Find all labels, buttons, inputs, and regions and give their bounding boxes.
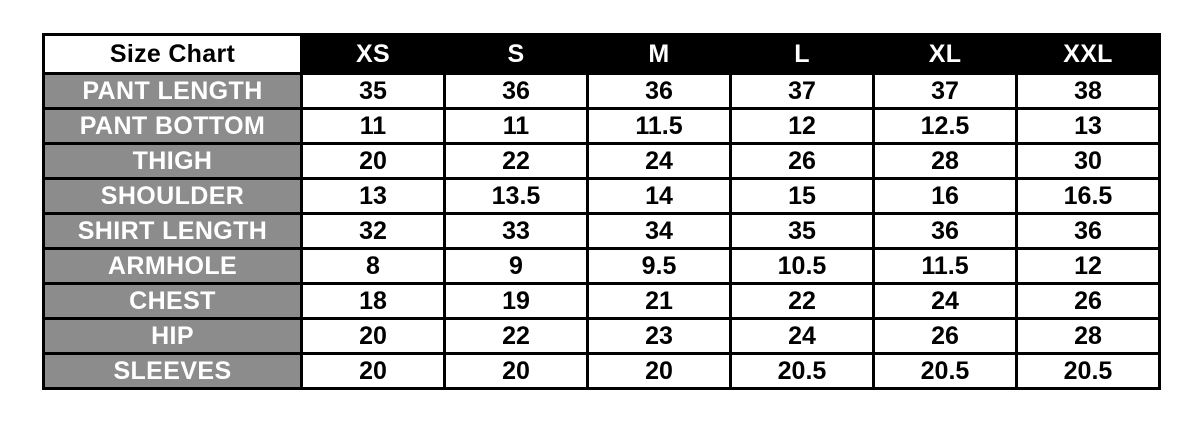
row-label: THIGH [44, 144, 302, 179]
cell-value: 36 [445, 74, 588, 109]
cell-value: 8 [302, 249, 445, 284]
cell-value: 22 [445, 319, 588, 354]
table-row [44, 74, 1160, 109]
cell-value: 24 [731, 319, 874, 354]
cell-value: 20 [302, 144, 445, 179]
column-header-xxl: XXL [1017, 35, 1160, 74]
cell-value: 26 [1017, 284, 1160, 319]
cell-value: 15 [731, 179, 874, 214]
cell-value: 26 [731, 144, 874, 179]
cell-value: 10.5 [731, 249, 874, 284]
cell-value: 26 [874, 319, 1017, 354]
row-label: PANT LENGTH [44, 74, 302, 109]
cell-value: 22 [731, 284, 874, 319]
column-header-xs: XS [302, 35, 445, 74]
cell-value: 37 [874, 74, 1017, 109]
table-row [44, 249, 1160, 284]
cell-value: 38 [1017, 74, 1160, 109]
column-header-xl: XL [874, 35, 1017, 74]
cell-value: 18 [302, 284, 445, 319]
table-row [44, 284, 1160, 319]
cell-value: 35 [302, 74, 445, 109]
table-row [44, 144, 1160, 179]
table-row [44, 354, 1160, 389]
table-header [44, 35, 1160, 74]
cell-value: 35 [731, 214, 874, 249]
size-chart-table [42, 33, 1161, 390]
cell-value: 32 [302, 214, 445, 249]
cell-value: 24 [874, 284, 1017, 319]
cell-value: 11.5 [588, 109, 731, 144]
cell-value: 36 [874, 214, 1017, 249]
cell-value: 9.5 [588, 249, 731, 284]
cell-value: 36 [588, 74, 731, 109]
cell-value: 28 [1017, 319, 1160, 354]
cell-value: 34 [588, 214, 731, 249]
table-body [44, 74, 1160, 389]
cell-value: 20 [445, 354, 588, 389]
table-row [44, 214, 1160, 249]
cell-value: 20 [302, 354, 445, 389]
cell-value: 12 [731, 109, 874, 144]
cell-value: 16.5 [1017, 179, 1160, 214]
cell-value: 20 [302, 319, 445, 354]
cell-value: 20.5 [1017, 354, 1160, 389]
cell-value: 16 [874, 179, 1017, 214]
cell-value: 14 [588, 179, 731, 214]
cell-value: 20 [588, 354, 731, 389]
row-label: SLEEVES [44, 354, 302, 389]
cell-value: 24 [588, 144, 731, 179]
row-label: SHOULDER [44, 179, 302, 214]
chart-title: Size Chart [44, 35, 302, 74]
table-row [44, 319, 1160, 354]
cell-value: 33 [445, 214, 588, 249]
cell-value: 12 [1017, 249, 1160, 284]
cell-value: 28 [874, 144, 1017, 179]
table-row [44, 179, 1160, 214]
cell-value: 20.5 [874, 354, 1017, 389]
cell-value: 12.5 [874, 109, 1017, 144]
column-header-s: S [445, 35, 588, 74]
cell-value: 23 [588, 319, 731, 354]
cell-value: 13 [1017, 109, 1160, 144]
cell-value: 37 [731, 74, 874, 109]
cell-value: 9 [445, 249, 588, 284]
row-label: PANT BOTTOM [44, 109, 302, 144]
cell-value: 30 [1017, 144, 1160, 179]
row-label: ARMHOLE [44, 249, 302, 284]
row-label: HIP [44, 319, 302, 354]
cell-value: 11 [445, 109, 588, 144]
column-header-l: L [731, 35, 874, 74]
cell-value: 20.5 [731, 354, 874, 389]
cell-value: 11 [302, 109, 445, 144]
cell-value: 19 [445, 284, 588, 319]
cell-value: 36 [1017, 214, 1160, 249]
row-label: SHIRT LENGTH [44, 214, 302, 249]
column-header-m: M [588, 35, 731, 74]
cell-value: 13.5 [445, 179, 588, 214]
table-row [44, 109, 1160, 144]
cell-value: 13 [302, 179, 445, 214]
row-label: CHEST [44, 284, 302, 319]
cell-value: 21 [588, 284, 731, 319]
size-chart-container [42, 33, 1158, 388]
cell-value: 22 [445, 144, 588, 179]
cell-value: 11.5 [874, 249, 1017, 284]
header-row [44, 35, 1160, 74]
